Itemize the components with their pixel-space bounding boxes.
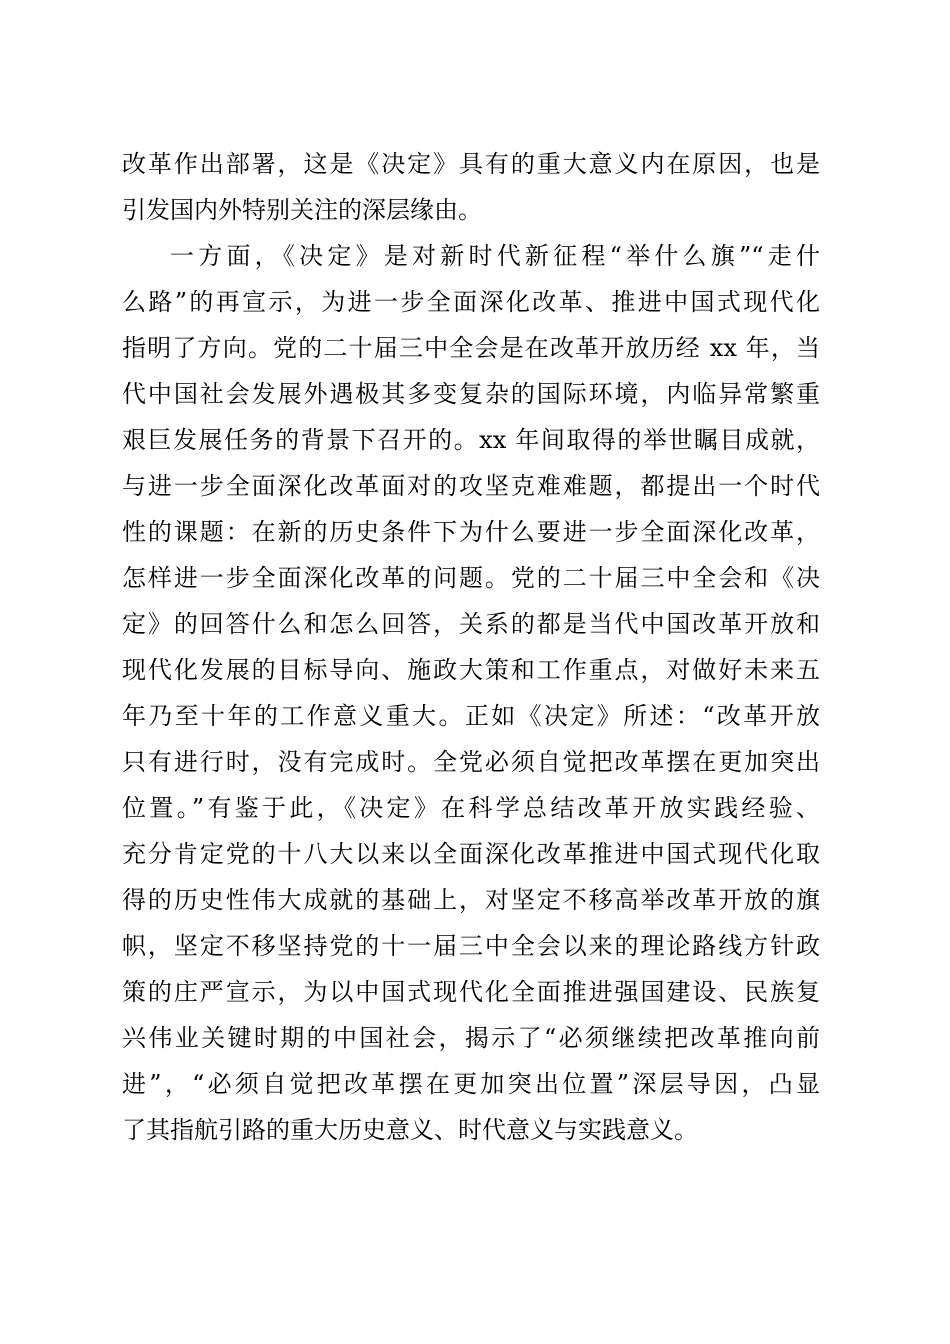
text-line: 与进一步全面深化改革面对的攻坚克难难题，都提出一个时代 — [122, 472, 820, 500]
text-line: 进”，“必须自觉把改革摆在更加突出位置”深层导因，凸显 — [122, 1070, 820, 1098]
text-line: 了其指航引路的重大历史意义、时代意义与实践意义。 — [122, 1116, 698, 1144]
text-line: 代中国社会发展外遇极其多变复杂的国际环境，内临异常繁重 — [122, 380, 820, 408]
text-line: 年乃至十年的工作意义重大。正如《决定》所述：“改革开放 — [122, 702, 820, 730]
text-line: 帜，坚定不移坚持党的十一届三中全会以来的理论路线方针政 — [122, 932, 820, 960]
text-line: 改革作出部署，这是《决定》具有的重大意义内在原因，也是 — [122, 150, 820, 178]
text-line: 得的历史性伟大成就的基础上，对坚定不移高举改革开放的旗 — [122, 886, 820, 914]
text-line: 艰巨发展任务的背景下召开的。xx 年间取得的举世瞩目成就， — [122, 426, 820, 454]
text-line: 引发国内外特别关注的深层缘由。 — [122, 196, 482, 224]
text-line: 现代化发展的目标导向、施政大策和工作重点，对做好未来五 — [122, 656, 820, 684]
text-line: 定》的回答什么和怎么回答，关系的都是当代中国改革开放和 — [122, 610, 820, 638]
text-line: 性的课题：在新的历史条件下为什么要进一步全面深化改革， — [122, 518, 820, 546]
text-line: 只有进行时，没有完成时。全党必须自觉把改革摆在更加突出 — [122, 748, 820, 776]
text-line: 怎样进一步全面深化改革的问题。党的二十届三中全会和《决 — [122, 564, 820, 592]
text-line: 兴伟业关键时期的中国社会，揭示了“必须继续把改革推向前 — [122, 1024, 820, 1052]
text-line: 么路”的再宣示，为进一步全面深化改革、推进中国式现代化 — [122, 288, 820, 316]
text-line: 指明了方向。党的二十届三中全会是在改革开放历经 xx 年，当 — [122, 334, 820, 362]
paragraph-first-line: 一方面，《决定》是对新时代新征程“举什么旗”“走什 — [170, 242, 820, 270]
text-line: 策的庄严宣示，为以中国式现代化全面推进强国建设、民族复 — [122, 978, 820, 1006]
text-line: 充分肯定党的十八大以来以全面深化改革推进中国式现代化取 — [122, 840, 820, 868]
text-line: 位置。”有鉴于此，《决定》在科学总结改革开放实践经验、 — [122, 794, 820, 822]
